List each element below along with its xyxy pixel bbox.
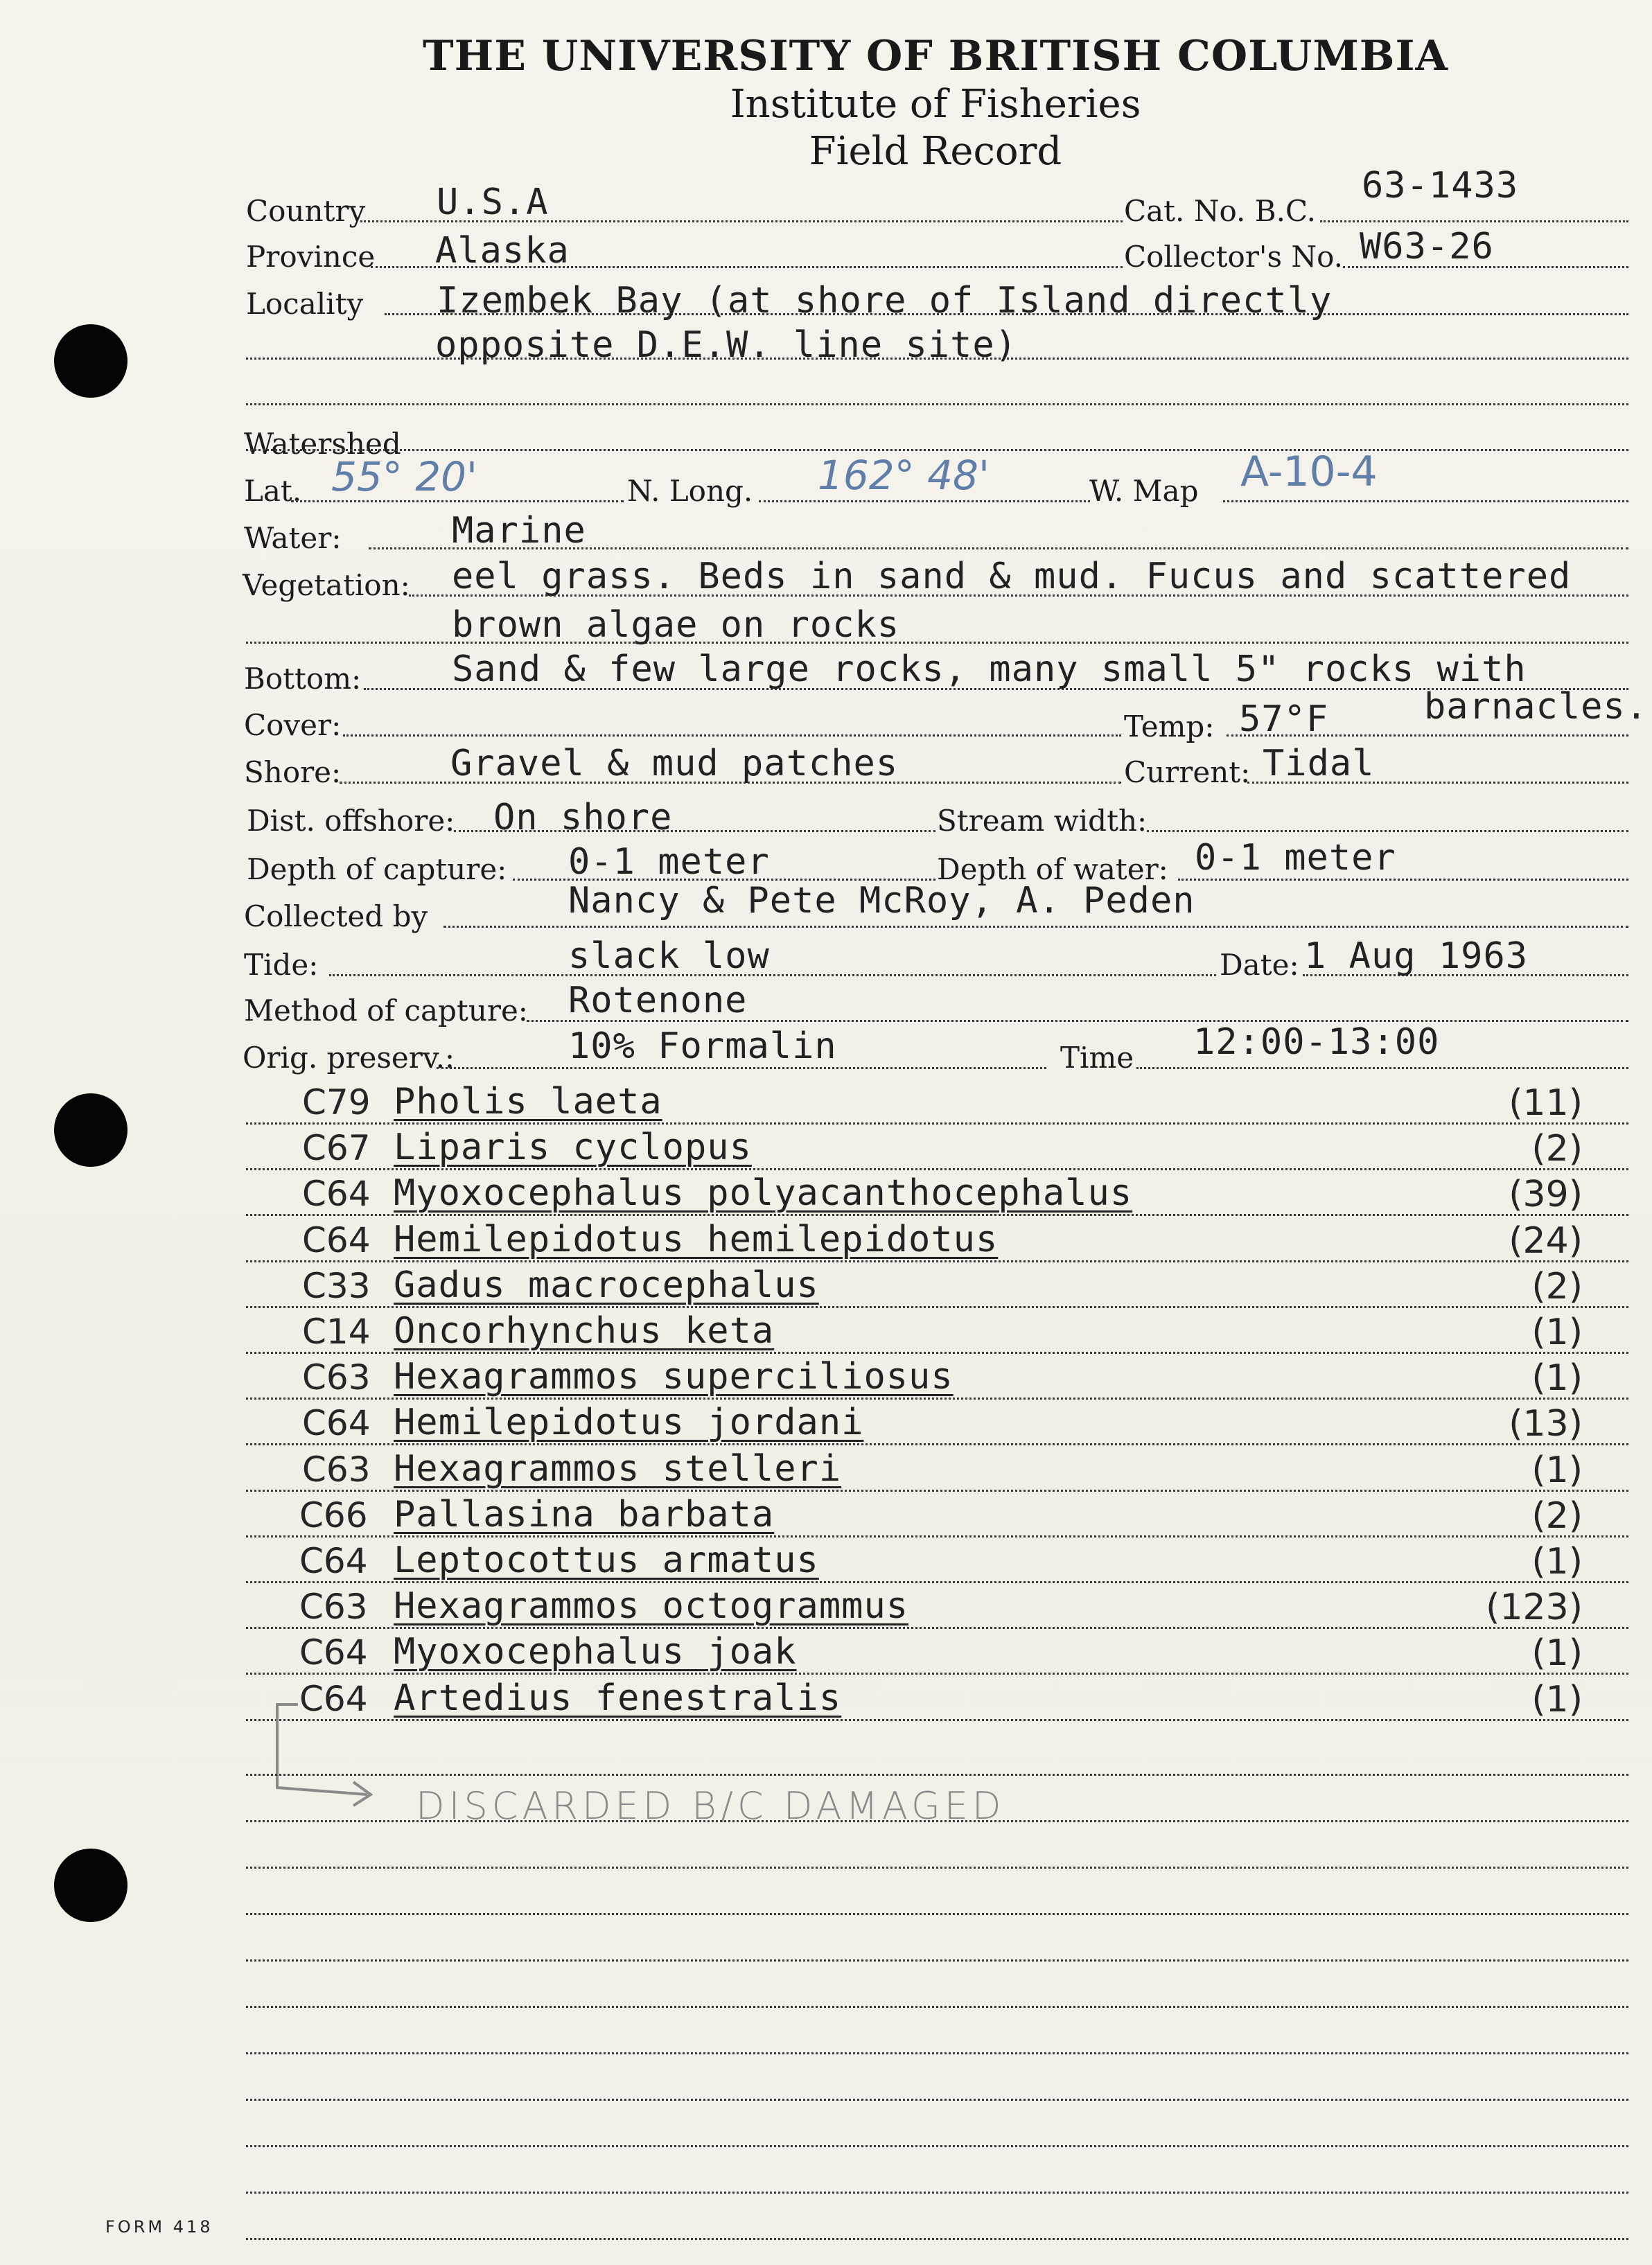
bottom-value-line1: Sand & few large rocks, many small 5" rocks with [452, 649, 1527, 690]
province-value: Alaska [435, 230, 570, 272]
dotted-line [246, 1443, 1628, 1445]
species-name: Artedius fenestralis [394, 1677, 842, 1719]
dotted-line [246, 1581, 1628, 1583]
collected-by-label: Collected by [244, 899, 428, 933]
dotted-line [246, 1214, 1628, 1216]
dotted-line [246, 1913, 1628, 1915]
dotted-line [246, 2238, 1628, 2240]
dotted-line [1147, 830, 1628, 832]
long-value: 162° 48' [818, 452, 990, 499]
current-label: Current: [1124, 755, 1251, 789]
dotted-line [343, 734, 1121, 737]
temp-value: 57°F [1239, 698, 1329, 740]
species-count: (1) [1531, 1541, 1583, 1583]
species-code: C63 [302, 1357, 371, 1398]
vegetation-value-line2: brown algae on rocks [452, 604, 900, 646]
dotted-line [1223, 500, 1628, 502]
date-value: 1 Aug 1963 [1304, 935, 1529, 977]
dotted-line [246, 1260, 1628, 1262]
punch-hole-top [54, 324, 128, 398]
locality-value-line1: Izembek Bay (at shore of Island directly [437, 280, 1333, 321]
species-count: (24) [1509, 1220, 1583, 1262]
dotted-line [246, 1774, 1628, 1776]
dotted-line [1136, 1067, 1628, 1069]
dotted-line [246, 1820, 1628, 1822]
species-count: (39) [1509, 1174, 1583, 1215]
cat-no-label: Cat. No. B.C. [1124, 194, 1316, 228]
dotted-line [246, 1306, 1628, 1308]
dotted-line [246, 2099, 1628, 2101]
water-value: Marine [452, 510, 586, 552]
species-name: Hexagrammos superciliosus [394, 1356, 954, 1398]
species-name: Pallasina barbata [394, 1494, 775, 1535]
time-value: 12:00-13:00 [1193, 1021, 1440, 1063]
species-code: C64 [302, 1403, 371, 1443]
species-code: C79 [302, 1082, 371, 1122]
species-name: Myoxocephalus polyacanthocephalus [394, 1172, 1133, 1214]
species-count: (1) [1531, 1449, 1583, 1491]
dotted-line [246, 1627, 1628, 1629]
water-label: Water: [244, 521, 342, 555]
dotted-line [246, 1535, 1628, 1537]
bottom-label: Bottom: [244, 662, 362, 696]
species-name: Myoxocephalus joak [394, 1631, 797, 1673]
species-code: C14 [302, 1312, 371, 1352]
species-count: (13) [1509, 1403, 1583, 1445]
dotted-line [246, 1352, 1628, 1354]
w-map-label: W. Map [1089, 474, 1199, 508]
dotted-line [246, 403, 1628, 405]
species-code: C67 [302, 1128, 371, 1168]
species-code: C64 [302, 1174, 371, 1214]
species-code: C64 [302, 1220, 371, 1260]
dist-offshore-label: Dist. offshore: [247, 804, 455, 838]
species-code: C64 [299, 1679, 368, 1719]
species-count: (2) [1531, 1266, 1583, 1307]
species-name: Liparis cyclopus [394, 1127, 752, 1168]
species-count: (1) [1531, 1632, 1583, 1674]
dotted-line [246, 2192, 1628, 2194]
dotted-line [246, 1867, 1628, 1869]
stream-width-label: Stream width: [937, 804, 1148, 838]
n-long-label: N. Long. [627, 474, 753, 508]
vegetation-value-line1: eel grass. Beds in sand & mud. Fucus and scattered [452, 556, 1572, 597]
temp-label: Temp: [1124, 710, 1215, 743]
species-count: (1) [1531, 1357, 1583, 1399]
depth-water-value: 0-1 meter [1195, 837, 1396, 879]
country-value: U.S.A [437, 182, 549, 223]
species-code: C64 [299, 1632, 368, 1673]
dotted-line [246, 1959, 1628, 1962]
dotted-line [246, 1719, 1628, 1721]
species-count: (123) [1486, 1587, 1583, 1628]
species-name: Hexagrammos stelleri [394, 1448, 842, 1490]
lat-label: Lat. [244, 474, 302, 508]
dotted-line [1178, 879, 1628, 881]
orig-preserv-value: 10% Formalin [568, 1025, 837, 1067]
punch-hole-bottom [54, 1849, 128, 1922]
lat-value: 55° 20' [331, 453, 477, 500]
collectors-no-label: Collector's No. [1124, 240, 1344, 274]
species-count: (2) [1531, 1495, 1583, 1537]
cat-no-value: 63-1433 [1362, 165, 1519, 206]
institute-title: Institute of Fisheries [730, 82, 1141, 127]
record-title: Field Record [809, 129, 1062, 174]
dotted-line [246, 1122, 1628, 1125]
current-value: Tidal [1263, 743, 1375, 784]
dotted-line [291, 500, 624, 502]
dotted-line [246, 2145, 1628, 2147]
shore-label: Shore: [244, 755, 342, 789]
bottom-value-line2: barnacles. [1424, 686, 1649, 728]
species-count: (1) [1531, 1312, 1583, 1353]
map-value: A-10-4 [1240, 448, 1378, 496]
dist-offshore-value: On shore [493, 797, 673, 838]
collectors-no-value: W63-26 [1360, 226, 1494, 267]
depth-capture-value: 0-1 meter [568, 841, 770, 883]
dotted-line [246, 1398, 1628, 1400]
shore-value: Gravel & mud patches [450, 743, 899, 784]
date-label: Date: [1220, 948, 1299, 982]
collected-by-value: Nancy & Pete McRoy, A. Peden [568, 880, 1195, 922]
species-code: C63 [299, 1587, 368, 1627]
tide-label: Tide: [244, 948, 319, 982]
dotted-line [437, 1067, 1046, 1069]
vegetation-label: Vegetation: [243, 568, 410, 602]
species-name: Gadus macrocephalus [394, 1264, 819, 1306]
species-name: Hexagrammos octogrammus [394, 1585, 909, 1627]
orig-preserv-label: Orig. preserv.: [243, 1041, 455, 1075]
cover-label: Cover: [244, 708, 342, 742]
species-code: C66 [299, 1495, 368, 1535]
species-count: (2) [1531, 1128, 1583, 1170]
species-count: (1) [1531, 1679, 1583, 1720]
province-label: Province [246, 240, 376, 274]
species-code: C33 [302, 1266, 371, 1306]
watershed-label: Watershed [244, 427, 401, 461]
tide-value: slack low [568, 935, 770, 977]
dotted-line [246, 2052, 1628, 2054]
dotted-line [759, 500, 1090, 502]
dotted-line [1320, 220, 1628, 222]
species-name: Hemilepidotus hemilepidotus [394, 1219, 999, 1260]
dotted-line [443, 926, 1628, 928]
dotted-line [329, 974, 1216, 976]
dotted-line [246, 2006, 1628, 2008]
species-code: C64 [299, 1541, 368, 1581]
country-label: Country [246, 194, 366, 228]
dotted-line [246, 1490, 1628, 1492]
species-code: C63 [302, 1449, 371, 1490]
method-value: Rotenone [568, 980, 748, 1021]
dotted-line [246, 1673, 1628, 1675]
arrow-icon [263, 1684, 402, 1822]
form-number: FORM 418 [105, 2217, 213, 2237]
punch-hole-middle [54, 1093, 128, 1167]
depth-capture-label: Depth of capture: [247, 852, 507, 886]
depth-water-label: Depth of water: [937, 852, 1168, 886]
university-title: THE UNIVERSITY OF BRITISH COLUMBIA [422, 32, 1449, 80]
dotted-line [246, 1168, 1628, 1170]
time-label: Time [1060, 1041, 1134, 1075]
method-label: Method of capture: [244, 994, 528, 1028]
species-name: Pholis laeta [394, 1081, 662, 1122]
species-count: (11) [1509, 1082, 1583, 1124]
locality-value-line2: opposite D.E.W. line site) [435, 324, 1017, 366]
dotted-line [246, 449, 1628, 451]
discarded-note: DISCARDED B/C DAMAGED [416, 1784, 1005, 1828]
species-name: Hemilepidotus jordani [394, 1402, 864, 1443]
species-name: Leptocottus armatus [394, 1540, 819, 1581]
species-name: Oncorhynchus keta [394, 1310, 775, 1352]
locality-label: Locality [246, 287, 364, 321]
